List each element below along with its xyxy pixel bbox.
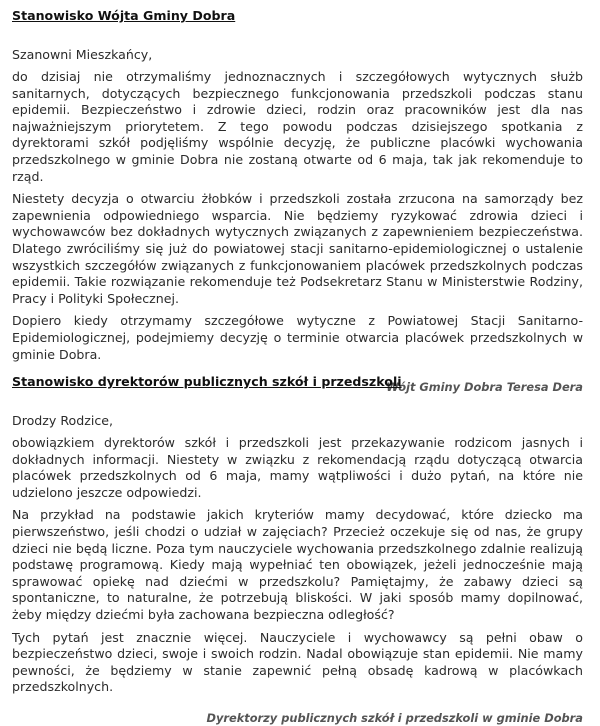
directors-paragraph-2: Na przykład na podstawie jakich kryteriów mamy decydować, które dziecko ma pierwszeństwo, jeśli chodzi o udział w zajęciach? Przecież oczekuje się od nas, że grupy dzieci nie będą liczne. Poza tym nauczyciele wychowania przedszkolnego zdalnie realizują podstawę programową. Kiedy mają wypełniać ten obowiązek, jeżeli jednocześnie mają sprawować opiekę nad dziećmi w przedszkolu? Pamiętajmy, że zabawy dzieci są spontaniczne, to naturalne, że potrzebują bliskości. W jaki sposób mamy dopilnować, żeby między dziećmi była zachowana bezpieczna odległość?: [12, 507, 583, 622]
mayor-paragraph-3: Dopiero kiedy otrzymamy szczegółowe wytyczne z Powiatowej Stacji Sanitarno-Epidemiologicznej, podejmiemy decyzję o terminie otwarcia placówek przedszkolnych w gminie Dobra.: [12, 313, 583, 362]
mayor-paragraph-2: Niestety decyzja o otwarciu żłobków i przedszkoli została zrzucona na samorządy bez zapewnienia odpowiedniego wsparcia. Nie będziemy ryzykować zdrowia dzieci i wychowawców bez dokładnych wytycznych związanych z zapewnieniem bezpieczeństwa. Dlatego zwróciliśmy się już do powiatowej stacji sanitarno-epidemiologicznej o ustalenie wszystkich szczegółów związanych z funkcjonowaniem placówek przedszkolnych podczas epidemii. Takie rozwiązanie rekomenduje też Podsekretarz Stanu w Ministerstwie Rodziny, Pracy i Polityki Społecznej.: [12, 191, 583, 306]
mayor-greeting: Szanowni Mieszkańcy,: [12, 47, 153, 62]
mayor-paragraph-1: do dzisiaj nie otrzymaliśmy jednoznacznych i szczegółowych wytycznych służb sanitarnych, dotyczących bezpiecznego funkcjonowania przedszkoli podczas stanu epidemii. Bezpieczeństwo i zdrowie dzieci, rodzin oraz pracowników jest dla nas najważniejszym priorytetem. Z tego powodu podczas dzisiejszego spotkania z dyrektorami szkół podjęliśmy wspólnie decyzję, że publiczne placówki wychowania przedszkolnego w gminie Dobra nie zostaną otwarte od 6 maja, tak jak rekomenduje to rząd.: [12, 69, 583, 184]
directors-statement-section: [12, 374, 583, 726]
mayor-signature: Wójt Gminy Dobra Teresa Dera: [386, 380, 583, 395]
mayor-statement-title: Stanowisko Wójta Gminy Dobra: [12, 8, 236, 23]
directors-greeting: Drodzy Rodzice,: [12, 413, 114, 428]
directors-signature: Dyrektorzy publicznych szkół i przedszkoli w gminie Dobra: [206, 710, 583, 725]
directors-paragraph-3: Tych pytań jest znacznie więcej. Nauczyciele i wychowawcy są pełni obaw o bezpieczeństwo dzieci, swoje i swoich rodzin. Nadal obowiązuje stan epidemii. Nie mamy pewności, że będziemy w stanie zapewnić pełną obsadę kadrową w placówkach przedszkolnych.: [12, 629, 583, 695]
directors-statement-title: Stanowisko dyrektorów publicznych szkół i przedszkoli: [12, 374, 402, 389]
mayor-statement-section: [12, 8, 583, 395]
directors-paragraph-1: obowiązkiem dyrektorów szkół i przedszkoli jest przekazywanie rodzicom jasnych i dokładnych informacji. Niestety w związku z rekomendacją rządu dotyczącą otwarcia placówek przedszkolnych od 6 maja, mamy wątpliwości i dużo pytań, na które nie udzielono jeszcze odpowiedzi.: [12, 435, 583, 500]
